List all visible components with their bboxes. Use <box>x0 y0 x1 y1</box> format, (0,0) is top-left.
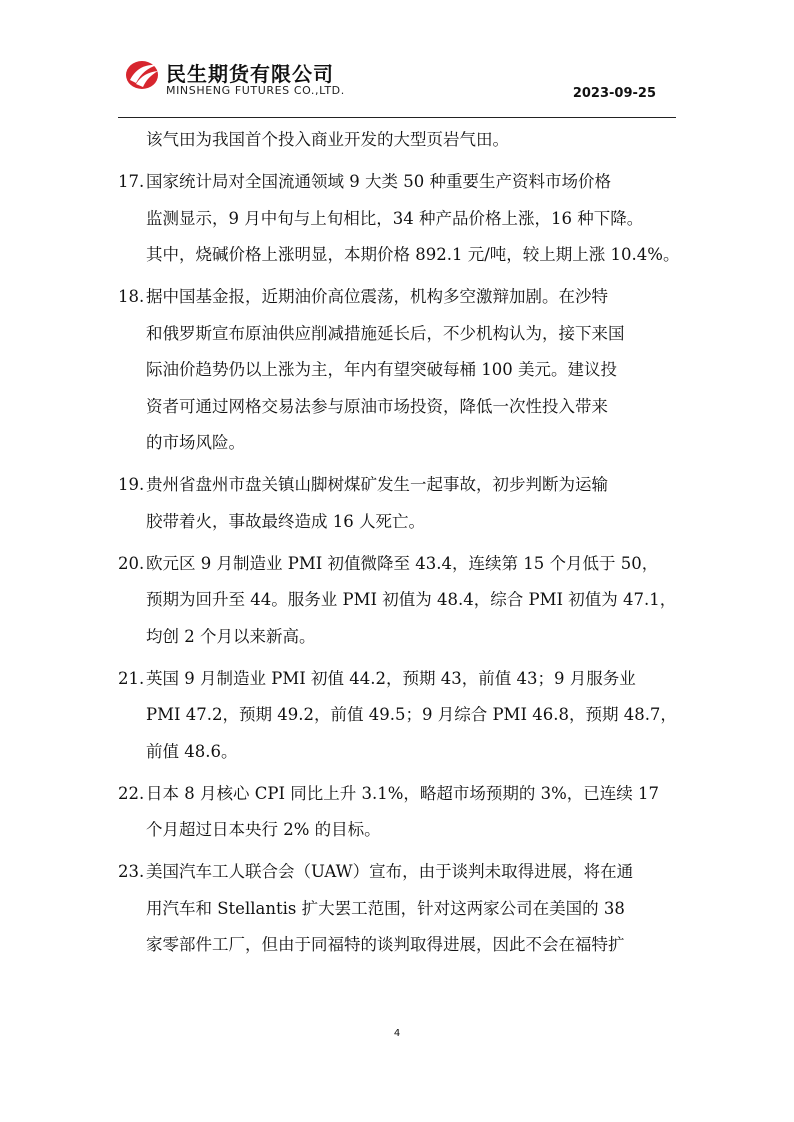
item-text: 国家统计局对全国流通领域 9 大类 50 种重要生产资料市场价格 监测显示，9 月中旬与上旬相比，34 种产品价格上涨，16 种下降。 其中，烧碱价格上涨明显，本期价格 892.1 元/吨，较上期上涨 10.4%。 <box>146 172 680 264</box>
brand-name-chinese: 民生期货有限公司 <box>166 62 334 86</box>
item-number: 19. <box>118 475 145 494</box>
item-text: 英国 9 月制造业 PMI 初值 44.2，预期 43，前值 43；9 月服务业 PMI 47.2，预期 49.2，前值 49.5；9 月综合 PMI 46.8，预期 48.7， 前值 48.6。 <box>146 668 677 761</box>
news-item-18 <box>118 279 688 462</box>
news-item-20 <box>118 546 688 656</box>
item-text: 据中国基金报，近期油价高位震荡，机构多空激辩加剧。在沙特 和俄罗斯宣布原油供应削减措施延长后，不少机构认为，接下来国 际油价趋势仍以上涨为主，年内有望突破每桶 100 美元。建议投 资者可通过网格交易法参与原油市场投资，降低一次性投入带来 的市场风险。 <box>146 287 625 452</box>
item-number: 20. <box>118 553 145 573</box>
news-item-21 <box>118 661 688 771</box>
item-text: 日本 8 月核心 CPI 同比上升 3.1%，略超市场预期的 3%，已连续 17 个月超过日本央行 2% 的目标。 <box>146 783 660 839</box>
minsheng-logo-icon <box>124 56 160 92</box>
page-number: 4 <box>393 1028 401 1039</box>
page-header <box>0 0 794 120</box>
news-item-22 <box>118 776 688 849</box>
item-number: 21. <box>118 668 145 688</box>
header-divider <box>118 117 676 118</box>
item-text: 贵州省盘州市盘关镇山脚树煤矿发生一起事故，初步判断为运输 胶带着火，事故最终造成 16 人死亡。 <box>146 475 608 531</box>
item-number: 17. <box>118 172 145 191</box>
news-list <box>118 122 688 964</box>
item-number: 18. <box>118 287 145 306</box>
news-item-23 <box>118 854 688 964</box>
item-text: 美国汽车工人联合会（UAW）宣布，由于谈判未取得进展，将在通 用汽车和 Stellantis 扩大罢工范围，针对这两家公司在美国的 38 家零部件工厂，但由于同福特的谈判取得进展，因此不会在福特扩 <box>146 862 634 954</box>
report-date: 2023-09-25 <box>572 86 656 101</box>
item-number: 23. <box>118 862 145 881</box>
item-number: 22. <box>118 783 145 803</box>
news-item-19 <box>118 467 688 540</box>
item-text: 欧元区 9 月制造业 PMI 初值微降至 43.4，连续第 15 个月低于 50， 预期为回升至 44。服务业 PMI 初值为 48.4，综合 PMI 初值为 47.1， 均创 2 个月以来新高。 <box>146 553 677 646</box>
brand-name-english: MINSHENG FUTURES CO.,LTD. <box>166 84 345 97</box>
news-item-17 <box>118 164 688 274</box>
continuation-paragraph: 该气田为我国首个投入商业开发的大型页岩气田。 <box>146 130 509 149</box>
